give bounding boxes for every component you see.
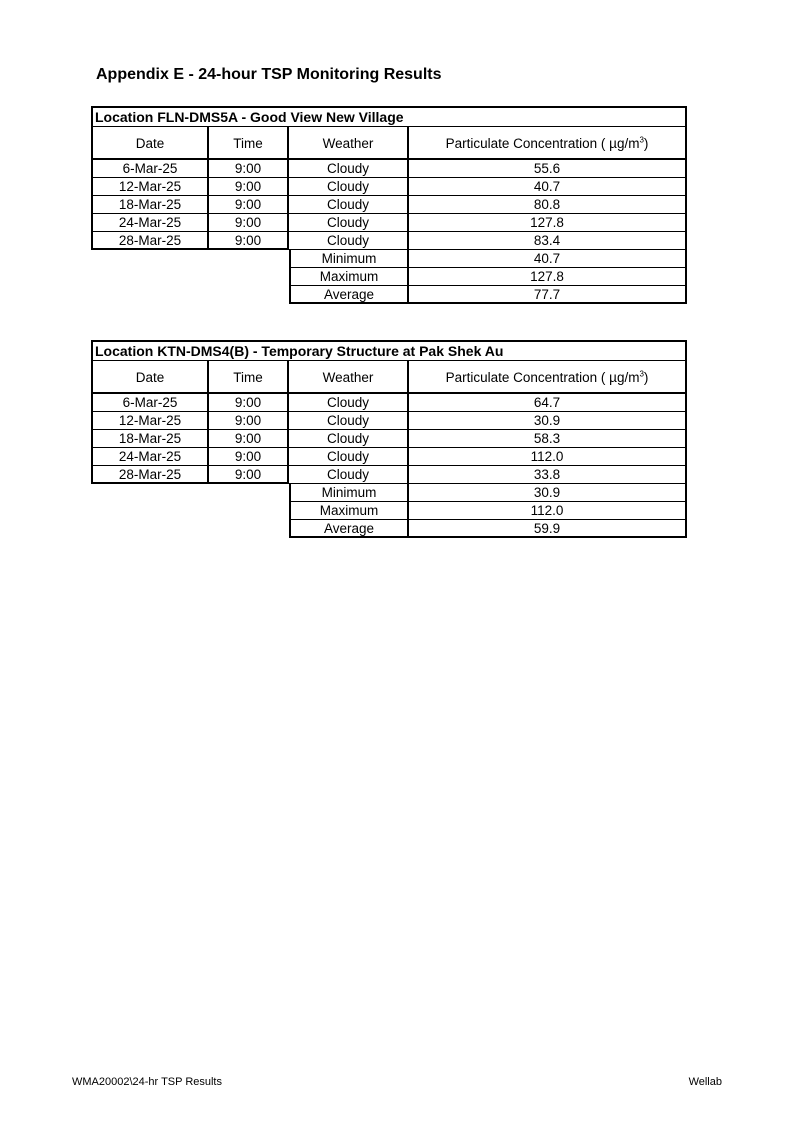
cell-weather: Cloudy xyxy=(289,214,409,232)
header-date: Date xyxy=(91,361,209,394)
header-weather: Weather xyxy=(289,361,409,394)
cell-time: 9:00 xyxy=(209,214,289,232)
table-row xyxy=(91,394,687,412)
header-concentration: Particulate Concentration ( $\mu g/m^3$) xyxy=(409,361,687,394)
header-concentration: Particulate Concentration ( $\mu g/m^3$) xyxy=(409,127,687,160)
stat-label: Average xyxy=(289,520,409,538)
cell-time: 9:00 xyxy=(209,160,289,178)
cell-weather: Cloudy xyxy=(289,466,409,484)
table-row xyxy=(91,448,687,466)
cell-time: 9:00 xyxy=(209,196,289,214)
cell-weather: Cloudy xyxy=(289,160,409,178)
stat-label: Minimum xyxy=(289,484,409,502)
cell-weather: Cloudy xyxy=(289,196,409,214)
header-row xyxy=(91,361,687,394)
table-row xyxy=(91,160,687,178)
cell-weather: Cloudy xyxy=(289,232,409,250)
stat-value: 30.9 xyxy=(409,484,687,502)
stat-row-maximum xyxy=(91,268,687,286)
cell-weather: Cloudy xyxy=(289,412,409,430)
stat-value: 59.9 xyxy=(409,520,687,538)
stat-label: Minimum xyxy=(289,250,409,268)
stat-row-minimum xyxy=(91,484,687,502)
header-time: Time xyxy=(209,127,289,160)
table-row xyxy=(91,196,687,214)
stat-row-maximum xyxy=(91,502,687,520)
cell-date: 24-Mar-25 xyxy=(91,448,209,466)
cell-date: 6-Mar-25 xyxy=(91,394,209,412)
location-title: Location KTN-DMS4(B) - Temporary Structure at Pak Shek Au xyxy=(91,340,687,361)
table-row xyxy=(91,232,687,250)
cell-time: 9:00 xyxy=(209,178,289,196)
table-row xyxy=(91,214,687,232)
cell-time: 9:00 xyxy=(209,430,289,448)
stat-row-average xyxy=(91,286,687,304)
cell-concentration: 33.8 xyxy=(409,466,687,484)
stat-value: 127.8 xyxy=(409,268,687,286)
cell-date: 12-Mar-25 xyxy=(91,178,209,196)
stat-value: 40.7 xyxy=(409,250,687,268)
cell-time: 9:00 xyxy=(209,448,289,466)
cell-time: 9:00 xyxy=(209,466,289,484)
stat-label: Maximum xyxy=(289,268,409,286)
stat-label: Average xyxy=(289,286,409,304)
stat-value: 77.7 xyxy=(409,286,687,304)
cell-concentration: 55.6 xyxy=(409,160,687,178)
footer-file-reference: WMA20002\24-hr TSP Results xyxy=(72,1076,222,1088)
cell-concentration: 127.8 xyxy=(409,214,687,232)
monitoring-table-fln-dms5a xyxy=(91,106,687,304)
cell-concentration: 30.9 xyxy=(409,412,687,430)
cell-weather: Cloudy xyxy=(289,448,409,466)
stat-label: Maximum xyxy=(289,502,409,520)
cell-date: 24-Mar-25 xyxy=(91,214,209,232)
cell-concentration: 83.4 xyxy=(409,232,687,250)
location-title: Location FLN-DMS5A - Good View New Village xyxy=(91,106,687,127)
cell-date: 6-Mar-25 xyxy=(91,160,209,178)
cell-concentration: 112.0 xyxy=(409,448,687,466)
cell-date: 28-Mar-25 xyxy=(91,232,209,250)
cell-concentration: 40.7 xyxy=(409,178,687,196)
cell-time: 9:00 xyxy=(209,394,289,412)
cell-weather: Cloudy xyxy=(289,394,409,412)
cell-weather: Cloudy xyxy=(289,178,409,196)
cell-concentration: 80.8 xyxy=(409,196,687,214)
stat-value: 112.0 xyxy=(409,502,687,520)
cell-weather: Cloudy xyxy=(289,430,409,448)
monitoring-table-ktn-dms4b xyxy=(91,340,687,538)
stat-row-minimum xyxy=(91,250,687,268)
table-row xyxy=(91,178,687,196)
header-time: Time xyxy=(209,361,289,394)
cell-date: 18-Mar-25 xyxy=(91,430,209,448)
header-date: Date xyxy=(91,127,209,160)
cell-date: 12-Mar-25 xyxy=(91,412,209,430)
header-weather: Weather xyxy=(289,127,409,160)
footer-company: Wellab xyxy=(688,1076,722,1088)
table-row xyxy=(91,430,687,448)
page-title: Appendix E - 24-hour TSP Monitoring Results xyxy=(96,66,442,83)
cell-time: 9:00 xyxy=(209,412,289,430)
cell-time: 9:00 xyxy=(209,232,289,250)
cell-concentration: 64.7 xyxy=(409,394,687,412)
table-row xyxy=(91,466,687,484)
cell-date: 18-Mar-25 xyxy=(91,196,209,214)
cell-date: 28-Mar-25 xyxy=(91,466,209,484)
table-row xyxy=(91,412,687,430)
cell-concentration: 58.3 xyxy=(409,430,687,448)
stat-row-average xyxy=(91,520,687,538)
header-row xyxy=(91,127,687,160)
